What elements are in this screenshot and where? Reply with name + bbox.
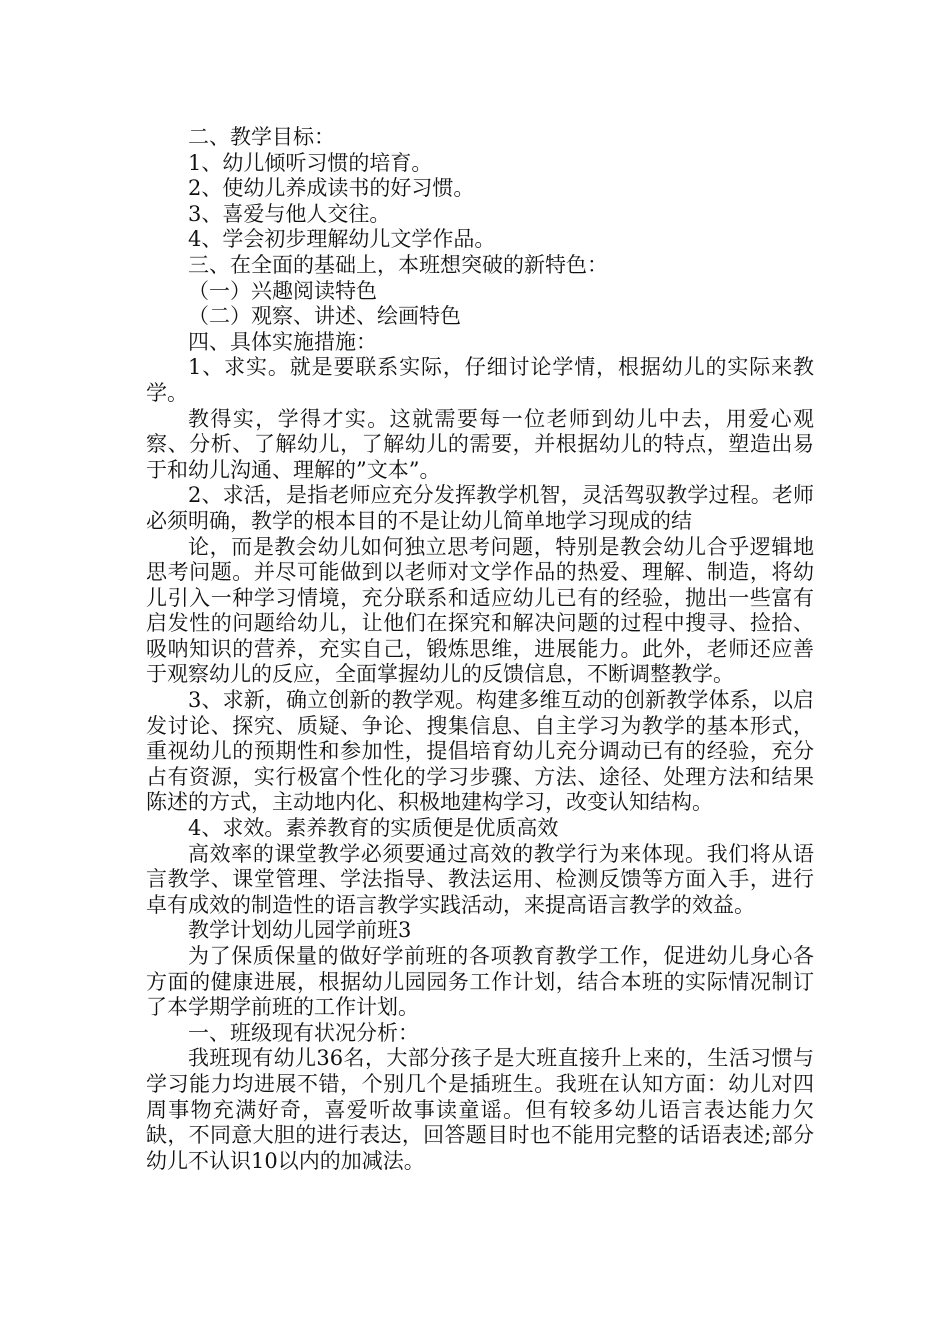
measure-practical-detail: 教得实，学得才实。这就需要每一位老师到幼儿中去，用爱心观察、分析、了解幼儿，了解幼儿的需要，并根据幼儿的特点，塑造出易于和幼儿沟通、理解的”文本”。 xyxy=(146,406,814,482)
goal-item-4: 4、学会初步理解幼儿文学作品。 xyxy=(188,227,496,252)
feature-item-2: （二）观察、讲述、绘画特色 xyxy=(188,304,461,329)
heading-new-features: 三、在全面的基础上，本班想突破的新特色： xyxy=(188,252,608,277)
plan-intro: 为了保质保量的做好学前班的各项教育教学工作，促进幼儿身心各方面的健康进展，根据幼儿园园务工作计划，结合本班的实际情况制订了本学期学前班的工作计划。 xyxy=(146,944,814,1020)
goal-item-2: 2、使幼儿养成读书的好习惯。 xyxy=(188,176,475,201)
measure-effective-detail: 高效率的课堂教学必须要通过高效的教学行为来体现。我们将从语言教学、课堂管理、学法指导、教法运用、检测反馈等方面入手，进行卓有成效的制造性的语言教学实践活动，来提高语言教学的效益。 xyxy=(146,841,814,917)
heading-class-analysis: 一、班级现有状况分析： xyxy=(188,1020,419,1045)
measure-innovative: 3、求新，确立创新的教学观。构建多维互动的创新教学体系，以启发讨论、探究、质疑、争论、搜集信息、自主学习为教学的基本形式，重视幼儿的预期性和参加性，提倡培育幼儿充分调动已有的经验，充分占有资源，实行极富个性化的学习步骤、方法、途径、处理方法和结果陈述的方式，主动地内化、积极地建构学习，改变认知结构。 xyxy=(146,688,814,815)
document-body xyxy=(146,125,814,1174)
feature-item-1: （一）兴趣阅读特色 xyxy=(188,278,377,303)
goal-item-1: 1、幼儿倾听习惯的培育。 xyxy=(188,150,433,175)
measure-effective: 4、求效。素养教育的实质便是优质高效 xyxy=(188,816,559,841)
measure-flexible-detail: 论，而是教会幼儿如何独立思考问题，特别是教会幼儿合乎逻辑地思考问题。并尽可能做到以老师对文学作品的热爱、理解、制造，将幼儿引入一种学习情境，充分联系和适应幼儿已有的经验，抛出一些富有启发性的问题给幼儿，让他们在探究和解决问题的过程中搜寻、捡拾、吸呐知识的营养，充实自己，锻炼思维，进展能力。此外，老师还应善于观察幼儿的反应，全面掌握幼儿的反馈信息，不断调整教学。 xyxy=(146,534,814,687)
heading-measures: 四、具体实施措施： xyxy=(188,329,377,354)
class-analysis-detail: 我班现有幼儿36名，大部分孩子是大班直接升上来的，生活习惯与学习能力均进展不错，个别几个是插班生。我班在认知方面：幼儿对四周事物充满好奇，喜爱听故事读童谣。但有较多幼儿语言表达能力欠缺，不同意大胆的进行表达，回答题目时也不能用完整的话语表述;部分幼儿不认识10以内的加减法。 xyxy=(146,1046,814,1173)
heading-teaching-goals: 二、教学目标： xyxy=(188,125,335,149)
measure-flexible: 2、求活，是指老师应充分发挥教学机智，灵活驾驭教学过程。老师必须明确，教学的根本目的不是让幼儿简单地学习现成的结 xyxy=(146,483,814,533)
measure-practical: 1、求实。就是要联系实际，仔细讨论学情，根据幼儿的实际来教学。 xyxy=(146,355,814,405)
section-title-plan-3: 教学计划幼儿园学前班3 xyxy=(188,918,412,943)
goal-item-3: 3、喜爱与他人交往。 xyxy=(188,201,391,226)
